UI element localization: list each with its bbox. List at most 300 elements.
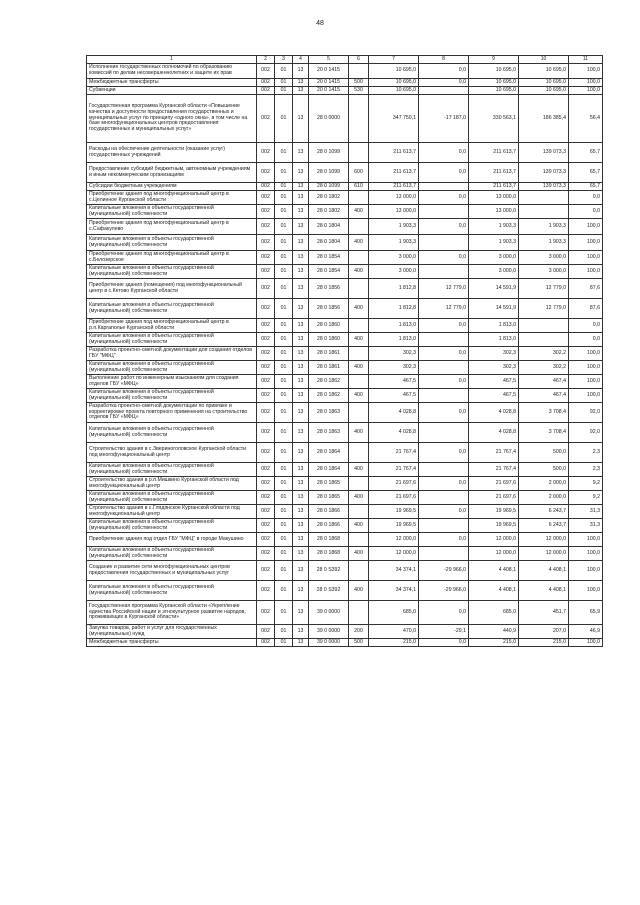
cell-col-5: 28 0 1868 xyxy=(309,547,349,561)
cell-col-8: 0,0 xyxy=(419,443,469,463)
cell-col-7: 685,0 xyxy=(369,601,419,625)
cell-col-4: 13 xyxy=(293,183,309,191)
cell-col-10: 467,4 xyxy=(519,389,569,403)
cell-col-8: -29,1 xyxy=(419,625,469,639)
budget-table xyxy=(86,55,603,647)
cell-col-4: 13 xyxy=(293,319,309,333)
cell-col-9: 14 591,9 xyxy=(469,299,519,319)
cell-col-7: 12 000,0 xyxy=(369,547,419,561)
cell-col-5: 28 0 1861 xyxy=(309,347,349,361)
cell-col-4: 13 xyxy=(293,219,309,235)
cell-col-2: 002 xyxy=(257,143,275,163)
cell-col-7: 347 750,1 xyxy=(369,95,419,143)
cell-col-10: 6 243,7 xyxy=(519,505,569,519)
cell-col-8 xyxy=(419,205,469,219)
cell-col-7: 21 767,4 xyxy=(369,463,419,477)
cell-col-5: 28 0 1865 xyxy=(309,477,349,491)
cell-col-7: 1 903,3 xyxy=(369,219,419,235)
table-row xyxy=(87,87,603,95)
cell-col-4: 13 xyxy=(293,403,309,423)
cell-col-9: 19 969,5 xyxy=(469,505,519,519)
cell-col-2: 002 xyxy=(257,375,275,389)
cell-col-11: 2,3 xyxy=(569,463,603,477)
table-row xyxy=(87,319,603,333)
column-number-9: 9 xyxy=(469,56,519,64)
cell-col-5: 28 0 1856 xyxy=(309,299,349,319)
cell-col-3: 01 xyxy=(275,235,293,251)
cell-col-3: 01 xyxy=(275,64,293,79)
column-number-2: 2 xyxy=(257,56,275,64)
cell-col-8: 0,0 xyxy=(419,347,469,361)
cell-col-4: 13 xyxy=(293,235,309,251)
cell-col-5: 28 0 1868 xyxy=(309,533,349,547)
cell-col-10: 10 695,0 xyxy=(519,79,569,87)
column-number-3: 3 xyxy=(275,56,293,64)
cell-col-2: 002 xyxy=(257,87,275,95)
cell-col-5: 39 0 0000 xyxy=(309,625,349,639)
cell-col-3: 01 xyxy=(275,265,293,279)
cell-col-4: 13 xyxy=(293,163,309,183)
cell-col-8: 12 779,0 xyxy=(419,299,469,319)
cell-col-2: 002 xyxy=(257,491,275,505)
cell-col-11: 100,0 xyxy=(569,361,603,375)
cell-col-5: 20 0 1415 xyxy=(309,64,349,79)
cell-col-5: 28 0 1861 xyxy=(309,361,349,375)
row-name-cell: Капитальные вложения в объекты государственной (муниципальной) собственности xyxy=(87,463,257,477)
cell-col-10: 467,4 xyxy=(519,375,569,389)
cell-col-3: 01 xyxy=(275,601,293,625)
cell-col-2: 002 xyxy=(257,183,275,191)
cell-col-9: 21 767,4 xyxy=(469,463,519,477)
cell-col-10: 302,2 xyxy=(519,347,569,361)
cell-col-2: 002 xyxy=(257,547,275,561)
cell-col-6 xyxy=(349,319,369,333)
cell-col-6 xyxy=(349,191,369,205)
cell-col-11: 9,2 xyxy=(569,491,603,505)
cell-col-11: 65,7 xyxy=(569,143,603,163)
row-name-cell: Капитальные вложения в объекты государственной (муниципальной) собственности xyxy=(87,389,257,403)
cell-col-6: 400 xyxy=(349,205,369,219)
table-row xyxy=(87,347,603,361)
cell-col-8: 0,0 xyxy=(419,319,469,333)
cell-col-9: 467,5 xyxy=(469,389,519,403)
cell-col-4: 13 xyxy=(293,443,309,463)
cell-col-4: 13 xyxy=(293,251,309,265)
cell-col-3: 01 xyxy=(275,333,293,347)
cell-col-3: 01 xyxy=(275,219,293,235)
cell-col-7: 1 903,3 xyxy=(369,235,419,251)
cell-col-11: 0,0 xyxy=(569,205,603,219)
cell-col-4: 13 xyxy=(293,87,309,95)
cell-col-3: 01 xyxy=(275,79,293,87)
cell-col-8: 0,0 xyxy=(419,639,469,647)
cell-col-2: 002 xyxy=(257,191,275,205)
cell-col-6 xyxy=(349,561,369,581)
cell-col-10: 500,0 xyxy=(519,463,569,477)
table-row xyxy=(87,533,603,547)
cell-col-4: 13 xyxy=(293,601,309,625)
cell-col-3: 01 xyxy=(275,561,293,581)
cell-col-3: 01 xyxy=(275,423,293,443)
cell-col-2: 002 xyxy=(257,625,275,639)
cell-col-5: 28 0 1865 xyxy=(309,491,349,505)
cell-col-11: 100,0 xyxy=(569,389,603,403)
cell-col-8 xyxy=(419,389,469,403)
cell-col-3: 01 xyxy=(275,389,293,403)
cell-col-9: 10 695,0 xyxy=(469,79,519,87)
table-row xyxy=(87,279,603,299)
cell-col-8: 0,0 xyxy=(419,219,469,235)
cell-col-11: 65,7 xyxy=(569,183,603,191)
cell-col-3: 01 xyxy=(275,547,293,561)
cell-col-6: 400 xyxy=(349,519,369,533)
cell-col-8: 0,0 xyxy=(419,477,469,491)
cell-col-7: 10 695,0 xyxy=(369,64,419,79)
cell-col-10: 139 073,3 xyxy=(519,183,569,191)
row-name-cell: Субсидии бюджетным учреждениям xyxy=(87,183,257,191)
cell-col-10: 2 000,0 xyxy=(519,477,569,491)
row-name-cell: Закупка товаров, работ и услуг для государственных (муниципальных) нужд xyxy=(87,625,257,639)
cell-col-5: 28 0 1099 xyxy=(309,143,349,163)
table-row xyxy=(87,205,603,219)
cell-col-9: 10 695,0 xyxy=(469,87,519,95)
cell-col-7: 21 767,4 xyxy=(369,443,419,463)
cell-col-7: 211 613,7 xyxy=(369,163,419,183)
cell-col-6 xyxy=(349,477,369,491)
cell-col-4: 13 xyxy=(293,299,309,319)
cell-col-6: 600 xyxy=(349,163,369,183)
cell-col-4: 13 xyxy=(293,581,309,601)
cell-col-9: 302,3 xyxy=(469,361,519,375)
cell-col-7: 470,0 xyxy=(369,625,419,639)
cell-col-11: 100,0 xyxy=(569,639,603,647)
table-row xyxy=(87,477,603,491)
cell-col-2: 002 xyxy=(257,505,275,519)
cell-col-11: 92,0 xyxy=(569,403,603,423)
cell-col-3: 01 xyxy=(275,505,293,519)
cell-col-3: 01 xyxy=(275,87,293,95)
cell-col-7: 12 000,0 xyxy=(369,533,419,547)
table-row xyxy=(87,251,603,265)
cell-col-4: 13 xyxy=(293,639,309,647)
cell-col-2: 002 xyxy=(257,95,275,143)
cell-col-9: 12 000,0 xyxy=(469,547,519,561)
cell-col-6: 500 xyxy=(349,639,369,647)
table-row xyxy=(87,389,603,403)
cell-col-7: 215,0 xyxy=(369,639,419,647)
cell-col-6: 400 xyxy=(349,389,369,403)
cell-col-11: 65,9 xyxy=(569,601,603,625)
cell-col-4: 13 xyxy=(293,205,309,219)
cell-col-4: 13 xyxy=(293,279,309,299)
cell-col-6: 400 xyxy=(349,235,369,251)
cell-col-2: 002 xyxy=(257,235,275,251)
cell-col-9: 1 813,0 xyxy=(469,319,519,333)
cell-col-4: 13 xyxy=(293,505,309,519)
cell-col-7: 34 374,1 xyxy=(369,561,419,581)
cell-col-9: 1 813,0 xyxy=(469,333,519,347)
cell-col-10: 451,7 xyxy=(519,601,569,625)
cell-col-8: 0,0 xyxy=(419,533,469,547)
row-name-cell: Разработка проектно-сметной документации для создания отделов ГБУ "МФЦ" xyxy=(87,347,257,361)
cell-col-4: 13 xyxy=(293,477,309,491)
cell-col-9: 211 613,7 xyxy=(469,183,519,191)
cell-col-3: 01 xyxy=(275,347,293,361)
cell-col-8 xyxy=(419,463,469,477)
cell-col-7: 1 813,0 xyxy=(369,319,419,333)
cell-col-5: 28 0 1802 xyxy=(309,205,349,219)
cell-col-5: 28 0 S392 xyxy=(309,561,349,581)
cell-col-2: 002 xyxy=(257,639,275,647)
cell-col-3: 01 xyxy=(275,183,293,191)
cell-col-6 xyxy=(349,403,369,423)
cell-col-11: 100,0 xyxy=(569,533,603,547)
cell-col-11: 31,3 xyxy=(569,505,603,519)
cell-col-10: 207,0 xyxy=(519,625,569,639)
cell-col-2: 002 xyxy=(257,319,275,333)
table-row xyxy=(87,403,603,423)
cell-col-9: 685,0 xyxy=(469,601,519,625)
row-name-cell: Приобретение здания под многофункциональный центр в с.Целинное Курганской области xyxy=(87,191,257,205)
cell-col-2: 002 xyxy=(257,205,275,219)
cell-col-8 xyxy=(419,361,469,375)
column-number-1: 1 xyxy=(87,56,257,64)
cell-col-11: 100,0 xyxy=(569,79,603,87)
table-row xyxy=(87,519,603,533)
cell-col-9: 211 613,7 xyxy=(469,163,519,183)
cell-col-3: 01 xyxy=(275,463,293,477)
cell-col-7: 467,5 xyxy=(369,375,419,389)
cell-col-10: 6 243,7 xyxy=(519,519,569,533)
column-number-row xyxy=(87,56,603,64)
row-name-cell: Межбюджетные трансферты xyxy=(87,639,257,647)
table-row xyxy=(87,235,603,251)
cell-col-10: 12 779,0 xyxy=(519,299,569,319)
cell-col-2: 002 xyxy=(257,299,275,319)
cell-col-6: 610 xyxy=(349,183,369,191)
cell-col-8 xyxy=(419,265,469,279)
cell-col-9: 21 767,4 xyxy=(469,443,519,463)
cell-col-7: 467,5 xyxy=(369,389,419,403)
cell-col-5: 28 0 1866 xyxy=(309,505,349,519)
page-number: 48 xyxy=(316,20,324,27)
cell-col-5: 28 0 1863 xyxy=(309,403,349,423)
cell-col-9: 4 408,1 xyxy=(469,561,519,581)
cell-col-2: 002 xyxy=(257,533,275,547)
cell-col-4: 13 xyxy=(293,64,309,79)
cell-col-8: -29 966,0 xyxy=(419,561,469,581)
cell-col-4: 13 xyxy=(293,463,309,477)
cell-col-8: 0,0 xyxy=(419,79,469,87)
cell-col-8: -17 187,0 xyxy=(419,95,469,143)
table-row xyxy=(87,265,603,279)
cell-col-10: 139 073,3 xyxy=(519,163,569,183)
cell-col-5: 20 0 1415 xyxy=(309,79,349,87)
cell-col-4: 13 xyxy=(293,333,309,347)
cell-col-3: 01 xyxy=(275,491,293,505)
cell-col-11: 100,0 xyxy=(569,581,603,601)
cell-col-11: 100,0 xyxy=(569,347,603,361)
cell-col-6 xyxy=(349,219,369,235)
cell-col-8: 0,0 xyxy=(419,251,469,265)
cell-col-8: 0,0 xyxy=(419,403,469,423)
cell-col-5: 28 0 1863 xyxy=(309,423,349,443)
cell-col-9: 4 028,8 xyxy=(469,423,519,443)
cell-col-3: 01 xyxy=(275,361,293,375)
cell-col-11: 100,0 xyxy=(569,64,603,79)
row-name-cell: Межбюджетные трансферты xyxy=(87,79,257,87)
cell-col-7: 3 000,0 xyxy=(369,251,419,265)
cell-col-10: 4 408,1 xyxy=(519,581,569,601)
cell-col-9: 13 000,0 xyxy=(469,191,519,205)
cell-col-11: 46,9 xyxy=(569,625,603,639)
cell-col-9: 12 000,0 xyxy=(469,533,519,547)
cell-col-3: 01 xyxy=(275,625,293,639)
cell-col-8 xyxy=(419,183,469,191)
cell-col-11: 0,0 xyxy=(569,191,603,205)
cell-col-2: 002 xyxy=(257,443,275,463)
cell-col-11: 2,3 xyxy=(569,443,603,463)
cell-col-9: 4 408,1 xyxy=(469,581,519,601)
cell-col-7: 13 000,0 xyxy=(369,191,419,205)
cell-col-11: 100,0 xyxy=(569,375,603,389)
cell-col-2: 002 xyxy=(257,333,275,347)
column-number-6: 6 xyxy=(349,56,369,64)
cell-col-11: 100,0 xyxy=(569,219,603,235)
table-row xyxy=(87,375,603,389)
cell-col-6: 400 xyxy=(349,423,369,443)
cell-col-3: 01 xyxy=(275,443,293,463)
cell-col-10: 3 000,0 xyxy=(519,265,569,279)
cell-col-6 xyxy=(349,443,369,463)
cell-col-7: 10 695,0 xyxy=(369,79,419,87)
row-name-cell: Капитальные вложения в объекты государственной (муниципальной) собственности xyxy=(87,235,257,251)
cell-col-8: 0,0 xyxy=(419,143,469,163)
cell-col-5: 39 0 0000 xyxy=(309,639,349,647)
cell-col-5: 28 0 1864 xyxy=(309,463,349,477)
row-name-cell: Приобретение здания (помещения) под многофункциональный центр в с.Кетово Курганской области xyxy=(87,279,257,299)
cell-col-10: 12 779,0 xyxy=(519,279,569,299)
cell-col-7: 302,3 xyxy=(369,347,419,361)
table-row xyxy=(87,601,603,625)
cell-col-7: 19 969,5 xyxy=(369,505,419,519)
cell-col-5: 28 0 1854 xyxy=(309,251,349,265)
cell-col-10: 10 695,0 xyxy=(519,87,569,95)
cell-col-10: 215,0 xyxy=(519,639,569,647)
cell-col-9: 3 000,0 xyxy=(469,251,519,265)
cell-col-6 xyxy=(349,375,369,389)
cell-col-6: 400 xyxy=(349,547,369,561)
cell-col-11: 100,0 xyxy=(569,87,603,95)
cell-col-8 xyxy=(419,333,469,347)
cell-col-2: 002 xyxy=(257,601,275,625)
cell-col-5: 28 0 1864 xyxy=(309,443,349,463)
row-name-cell: Приобретение здания под многофункциональный центр в р.п.Каргаполье Курганской области xyxy=(87,319,257,333)
cell-col-6 xyxy=(349,533,369,547)
cell-col-11: 0,0 xyxy=(569,319,603,333)
cell-col-3: 01 xyxy=(275,279,293,299)
cell-col-5: 28 0 1856 xyxy=(309,279,349,299)
cell-col-10: 500,0 xyxy=(519,443,569,463)
table-row xyxy=(87,183,603,191)
row-name-cell: Строительство здания в с.Звериноголовское Курганской области под многофункциональный центр xyxy=(87,443,257,463)
cell-col-8 xyxy=(419,547,469,561)
cell-col-2: 002 xyxy=(257,519,275,533)
cell-col-7: 1 813,0 xyxy=(369,333,419,347)
cell-col-10: 1 903,3 xyxy=(519,235,569,251)
cell-col-9: 330 563,1 xyxy=(469,95,519,143)
cell-col-8 xyxy=(419,519,469,533)
cell-col-7: 19 969,5 xyxy=(369,519,419,533)
table-row xyxy=(87,219,603,235)
cell-col-5: 28 0 1099 xyxy=(309,183,349,191)
row-name-cell: Капитальные вложения в объекты государственной (муниципальной) собственности xyxy=(87,491,257,505)
cell-col-5: 28 0 1860 xyxy=(309,319,349,333)
cell-col-6: 400 xyxy=(349,463,369,477)
row-name-cell: Капитальные вложения в объекты государственной (муниципальной) собственности xyxy=(87,265,257,279)
cell-col-6 xyxy=(349,505,369,519)
row-name-cell: Капитальные вложения в объекты государственной (муниципальной) собственности xyxy=(87,333,257,347)
table-row xyxy=(87,463,603,477)
cell-col-5: 28 0 1862 xyxy=(309,389,349,403)
cell-col-6: 400 xyxy=(349,299,369,319)
row-name-cell: Разработка проектно-сметной документации по привязке и корректировке проекта повторного применения на строительство отделов ГБУ «МФЦ» xyxy=(87,403,257,423)
cell-col-2: 002 xyxy=(257,463,275,477)
cell-col-5: 28 0 S392 xyxy=(309,581,349,601)
cell-col-3: 01 xyxy=(275,533,293,547)
column-number-4: 4 xyxy=(293,56,309,64)
cell-col-7: 1 812,8 xyxy=(369,279,419,299)
cell-col-10: 10 695,0 xyxy=(519,64,569,79)
table-row xyxy=(87,547,603,561)
cell-col-4: 13 xyxy=(293,389,309,403)
row-name-cell: Приобретение здания под многофункциональный центр в с.Белозерское xyxy=(87,251,257,265)
cell-col-10: 12 000,0 xyxy=(519,547,569,561)
row-name-cell: Капитальные вложения в объекты государственной (муниципальной) собственности xyxy=(87,581,257,601)
cell-col-4: 13 xyxy=(293,423,309,443)
cell-col-4: 13 xyxy=(293,79,309,87)
cell-col-10: 2 000,0 xyxy=(519,491,569,505)
cell-col-11: 9,2 xyxy=(569,477,603,491)
table-row xyxy=(87,79,603,87)
cell-col-4: 13 xyxy=(293,533,309,547)
row-name-cell: Субвенции xyxy=(87,87,257,95)
cell-col-3: 01 xyxy=(275,477,293,491)
cell-col-10: 1 903,3 xyxy=(519,219,569,235)
cell-col-2: 002 xyxy=(257,361,275,375)
cell-col-7: 4 028,8 xyxy=(369,403,419,423)
column-number-8: 8 xyxy=(419,56,469,64)
cell-col-8: 12 779,0 xyxy=(419,279,469,299)
cell-col-3: 01 xyxy=(275,95,293,143)
cell-col-8: 0,0 xyxy=(419,375,469,389)
cell-col-3: 01 xyxy=(275,143,293,163)
cell-col-9: 3 000,0 xyxy=(469,265,519,279)
cell-col-10: 12 000,0 xyxy=(519,533,569,547)
column-number-10: 10 xyxy=(519,56,569,64)
cell-col-6: 500 xyxy=(349,79,369,87)
row-name-cell: Приобретение здания под многофункциональный центр в с.Сафакулево xyxy=(87,219,257,235)
cell-col-10: 3 000,0 xyxy=(519,251,569,265)
column-number-7: 7 xyxy=(369,56,419,64)
cell-col-8 xyxy=(419,491,469,505)
cell-col-9: 211 613,7 xyxy=(469,143,519,163)
cell-col-5: 28 0 1854 xyxy=(309,265,349,279)
cell-col-3: 01 xyxy=(275,319,293,333)
cell-col-3: 01 xyxy=(275,519,293,533)
row-name-cell: Капитальные вложения в объекты государственной (муниципальной) собственности xyxy=(87,519,257,533)
cell-col-7: 13 000,0 xyxy=(369,205,419,219)
